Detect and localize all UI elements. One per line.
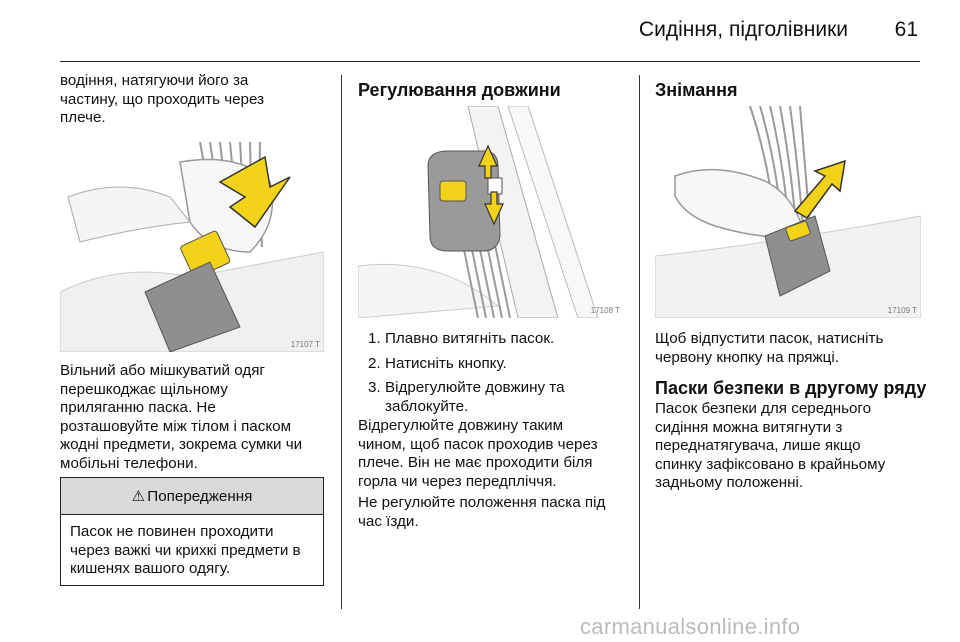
section-heading: Знімання: [655, 80, 738, 100]
steps-list: [368, 330, 618, 422]
warning-icon: ⚠: [131, 488, 146, 505]
figure-code: 17109 T: [887, 306, 917, 315]
body-paragraph: Вільний або мішкуватий одяг перешкоджає щільному приляганню паска. Не розташовуйте між тілом і паском жодні предмети, зокрема сумки чи мобільні телефони.: [60, 362, 303, 472]
warning-box: [60, 477, 324, 586]
buckle-release-figure: [655, 106, 921, 318]
page-title: Сидіння, підголівники: [638, 18, 848, 41]
warning-header: [61, 478, 323, 515]
list-item: 1. Плавно витягніть пасок.: [368, 330, 555, 347]
column-divider: [341, 75, 342, 609]
body-paragraph: Пасок безпеки для середнього сидіння можна витягнути з переднатягувача, лише якщо спинку зафіксовано в крайньому задньому положенні.: [655, 400, 886, 492]
buckle-fastening-figure: [60, 142, 324, 352]
column-divider: [639, 75, 640, 609]
watermark: carmanualsonline.info: [580, 614, 801, 639]
intro-paragraph: водіння, натягуючи його за частину, що проходить через плече.: [60, 72, 265, 127]
page-number: 61: [894, 18, 918, 41]
body-paragraph: Щоб відпустити пасок, натисніть червону кнопку на пряжці.: [655, 330, 884, 366]
warning-text: Пасок не повинен проходити через важкі чи крихкі предмети в кишенях вашого одягу.: [70, 523, 301, 578]
warning-title: Попередження: [147, 487, 253, 505]
body-paragraph: Не регулюйте положення паска під час їзди.: [358, 494, 606, 530]
body-paragraph: Відрегулюйте довжину таким чином, щоб пасок проходив через плече. Він не має проходити біля горла чи через передпліччя.: [358, 417, 598, 490]
figure-code: 17108 T: [590, 306, 620, 315]
height-adjustment-figure: [358, 106, 624, 318]
section-heading: Паски безпеки в другому ряду: [655, 378, 927, 398]
figure-code: 17107 T: [290, 340, 320, 349]
section-heading: Регулювання довжини: [358, 80, 561, 100]
list-item: 2. Натисніть кнопку.: [368, 354, 507, 372]
page-header: [60, 0, 920, 62]
list-item: 3. Відрегулюйте довжину та заблокуйте.: [368, 379, 565, 415]
